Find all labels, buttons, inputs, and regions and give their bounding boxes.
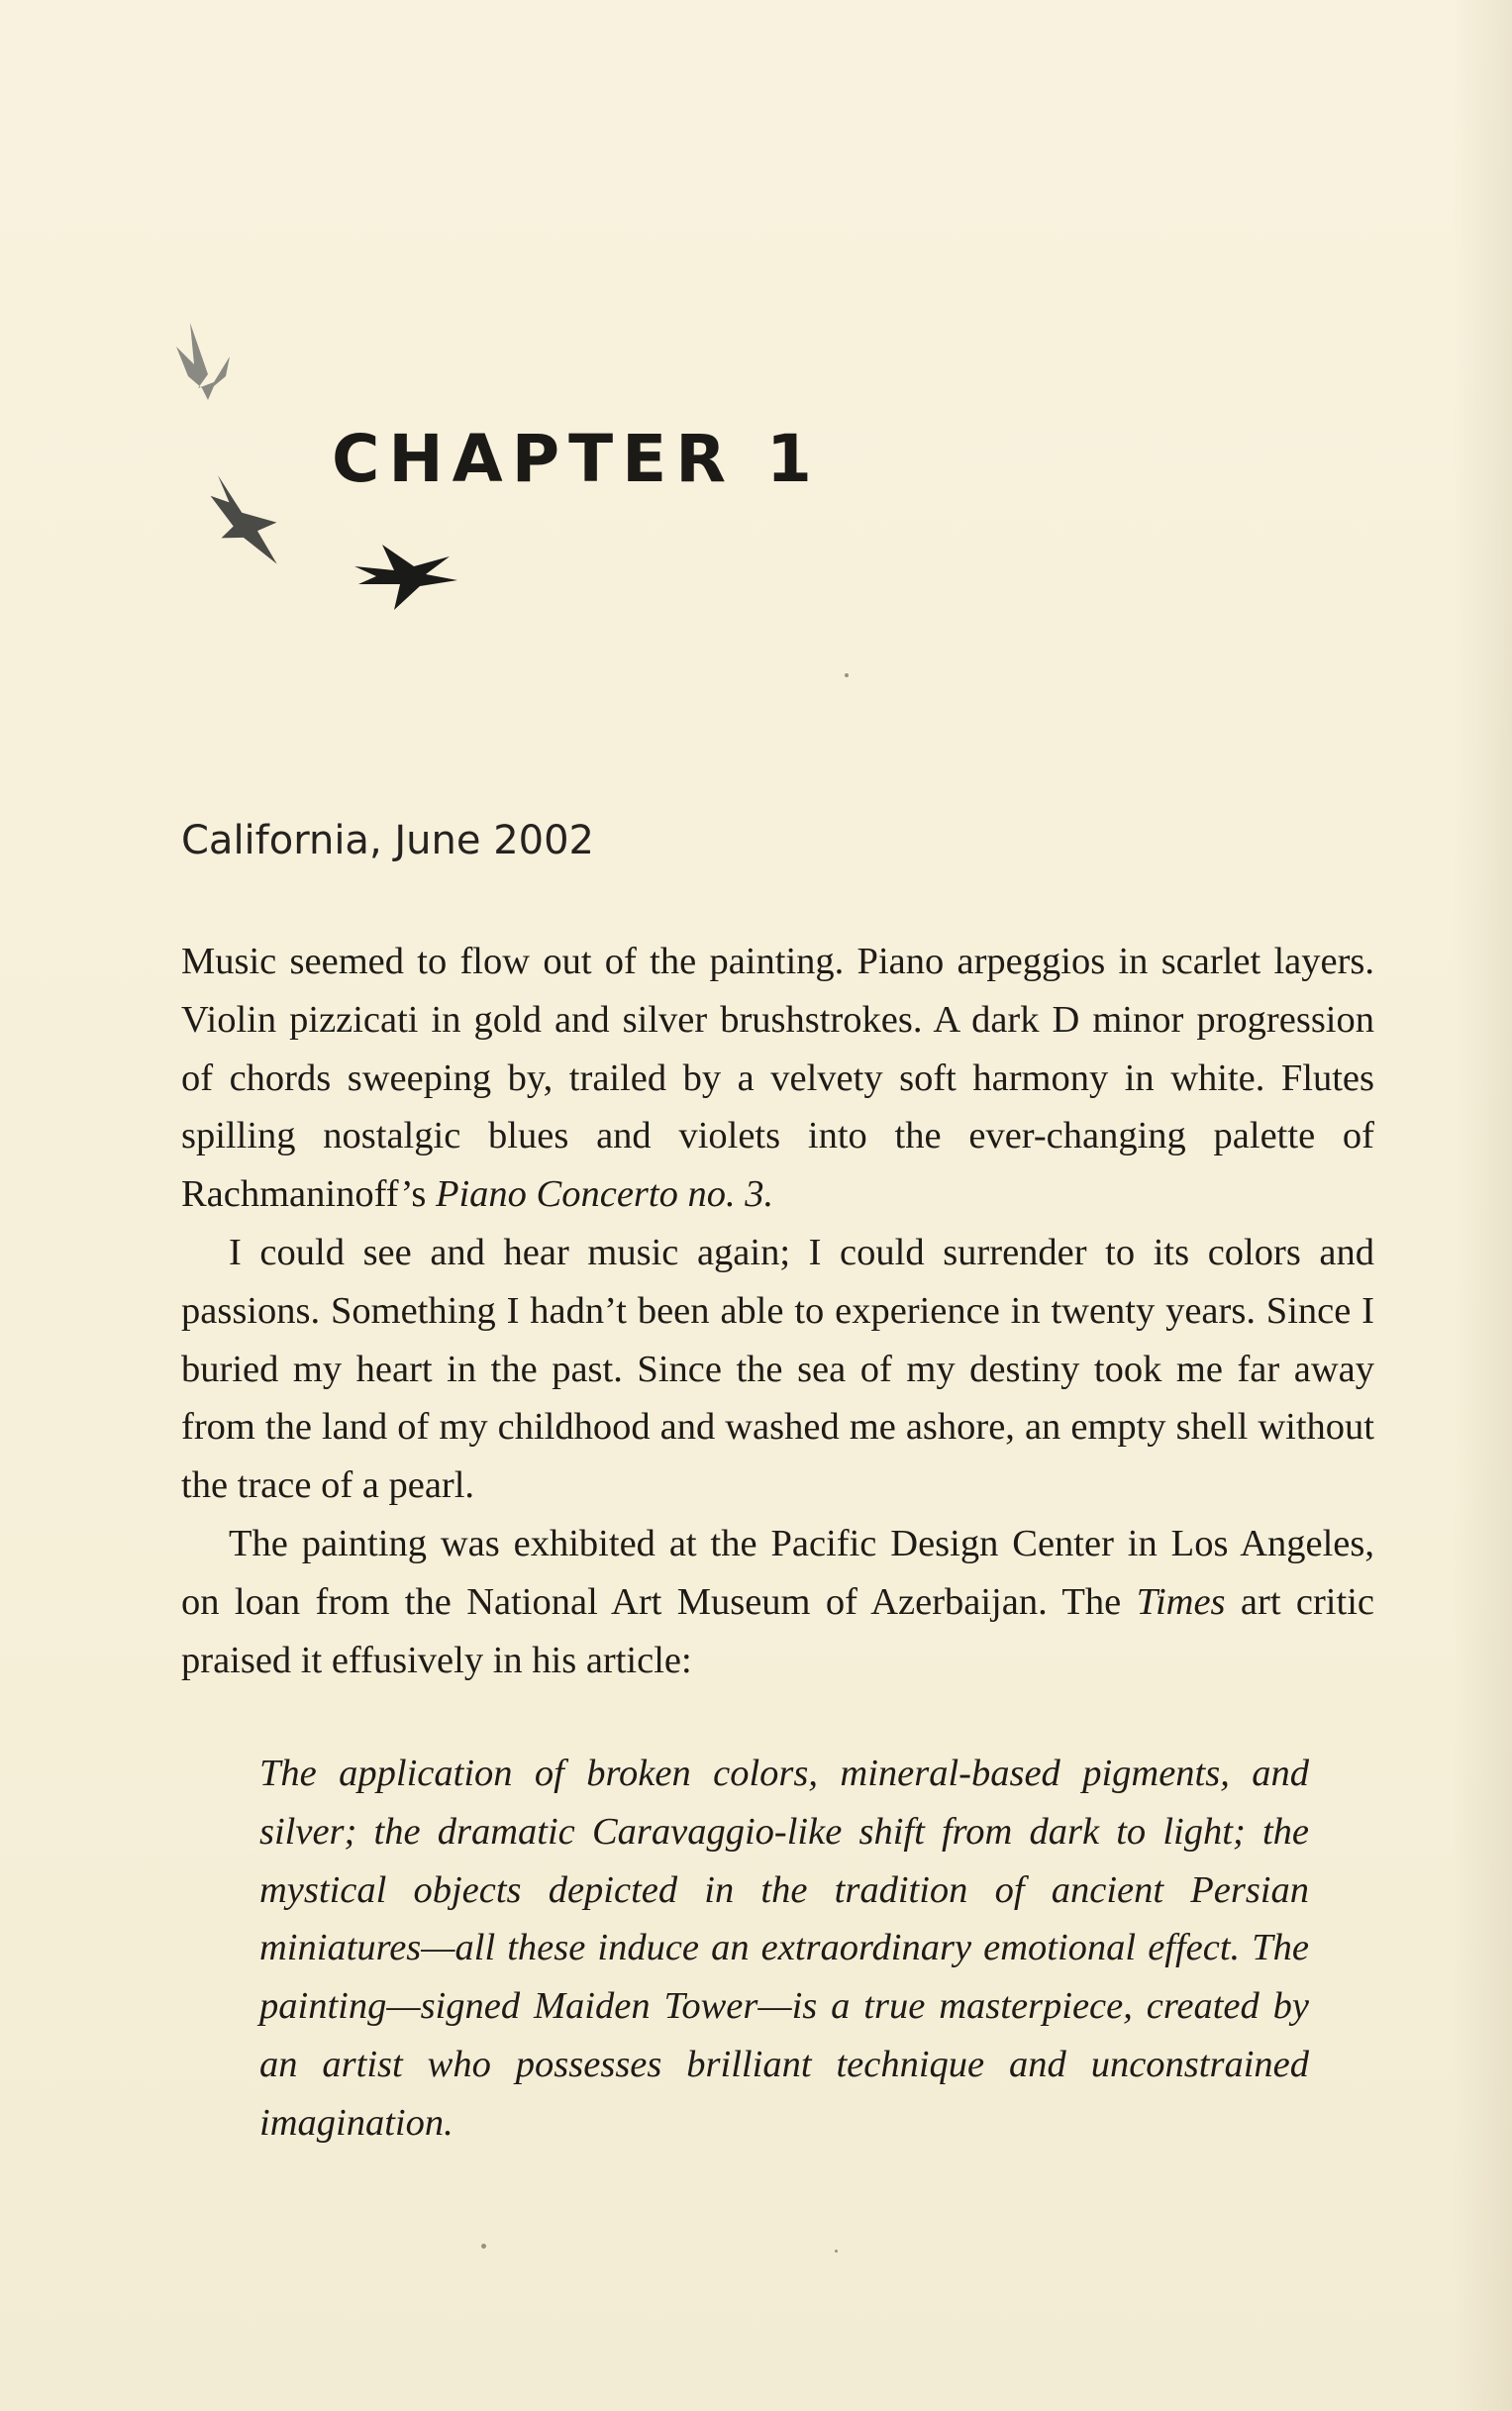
page-edge-shadow [1453,0,1512,2411]
speck [835,2250,838,2253]
swallow-icon-light [176,323,230,400]
newspaper-name: Times [1136,1580,1226,1623]
speck [481,2244,486,2249]
paragraph-3 [181,1515,1374,1689]
paragraph-1-text: Music seemed to flow out of the painting. Piano arpeggios in scarlet layers. Violin pizzicati in gold and silver brushstrokes. A dark D minor progression of chords sweeping by, trailed by a velvety soft harmony in white. Flutes spilling nostalgic blues and violets into the ever-changing palette of Rachmaninoff’s [181,941,1374,1216]
swallow-icon-mid [194,475,300,564]
dateline: California, June 2002 [181,818,594,863]
paragraph-3-text: The painting was exhibited at the Pacific Design Center in Los Angeles, on loan from the National Art Museum of Azerbaijan. The [181,1522,1374,1623]
paragraph-2: I could see and hear music again; I could surrender to its colors and passions. Something I hadn’t been able to experience in twenty years. Since I buried my heart in the past. Since the sea of my destiny took me far away from the land of my childhood and washed me ashore, an empty shell without the trace of a pearl. [181,1231,1374,1507]
swallow-icon-dark [354,545,457,610]
body-text [181,933,1374,1689]
speck [845,673,849,677]
paragraph-3-tail: art critic praised it effusively in his article: [181,1580,1374,1681]
paragraph-1 [181,933,1374,1224]
work-title: Piano Concerto no. 3. [435,1173,774,1216]
chapter-title: CHAPTER 1 [332,421,821,497]
block-quote: The application of broken colors, mineral-based pigments, and silver; the dramatic Caravaggio-like shift from dark to light; the mystical objects depicted in the tradition of ancient Persian miniatures—all these induce an extraordinary emotional effect. The painting—signed Maiden Tower—is a true masterpiece, created by an artist who possesses brilliant technique and unconstrained imagination. [259,1753,1309,2144]
